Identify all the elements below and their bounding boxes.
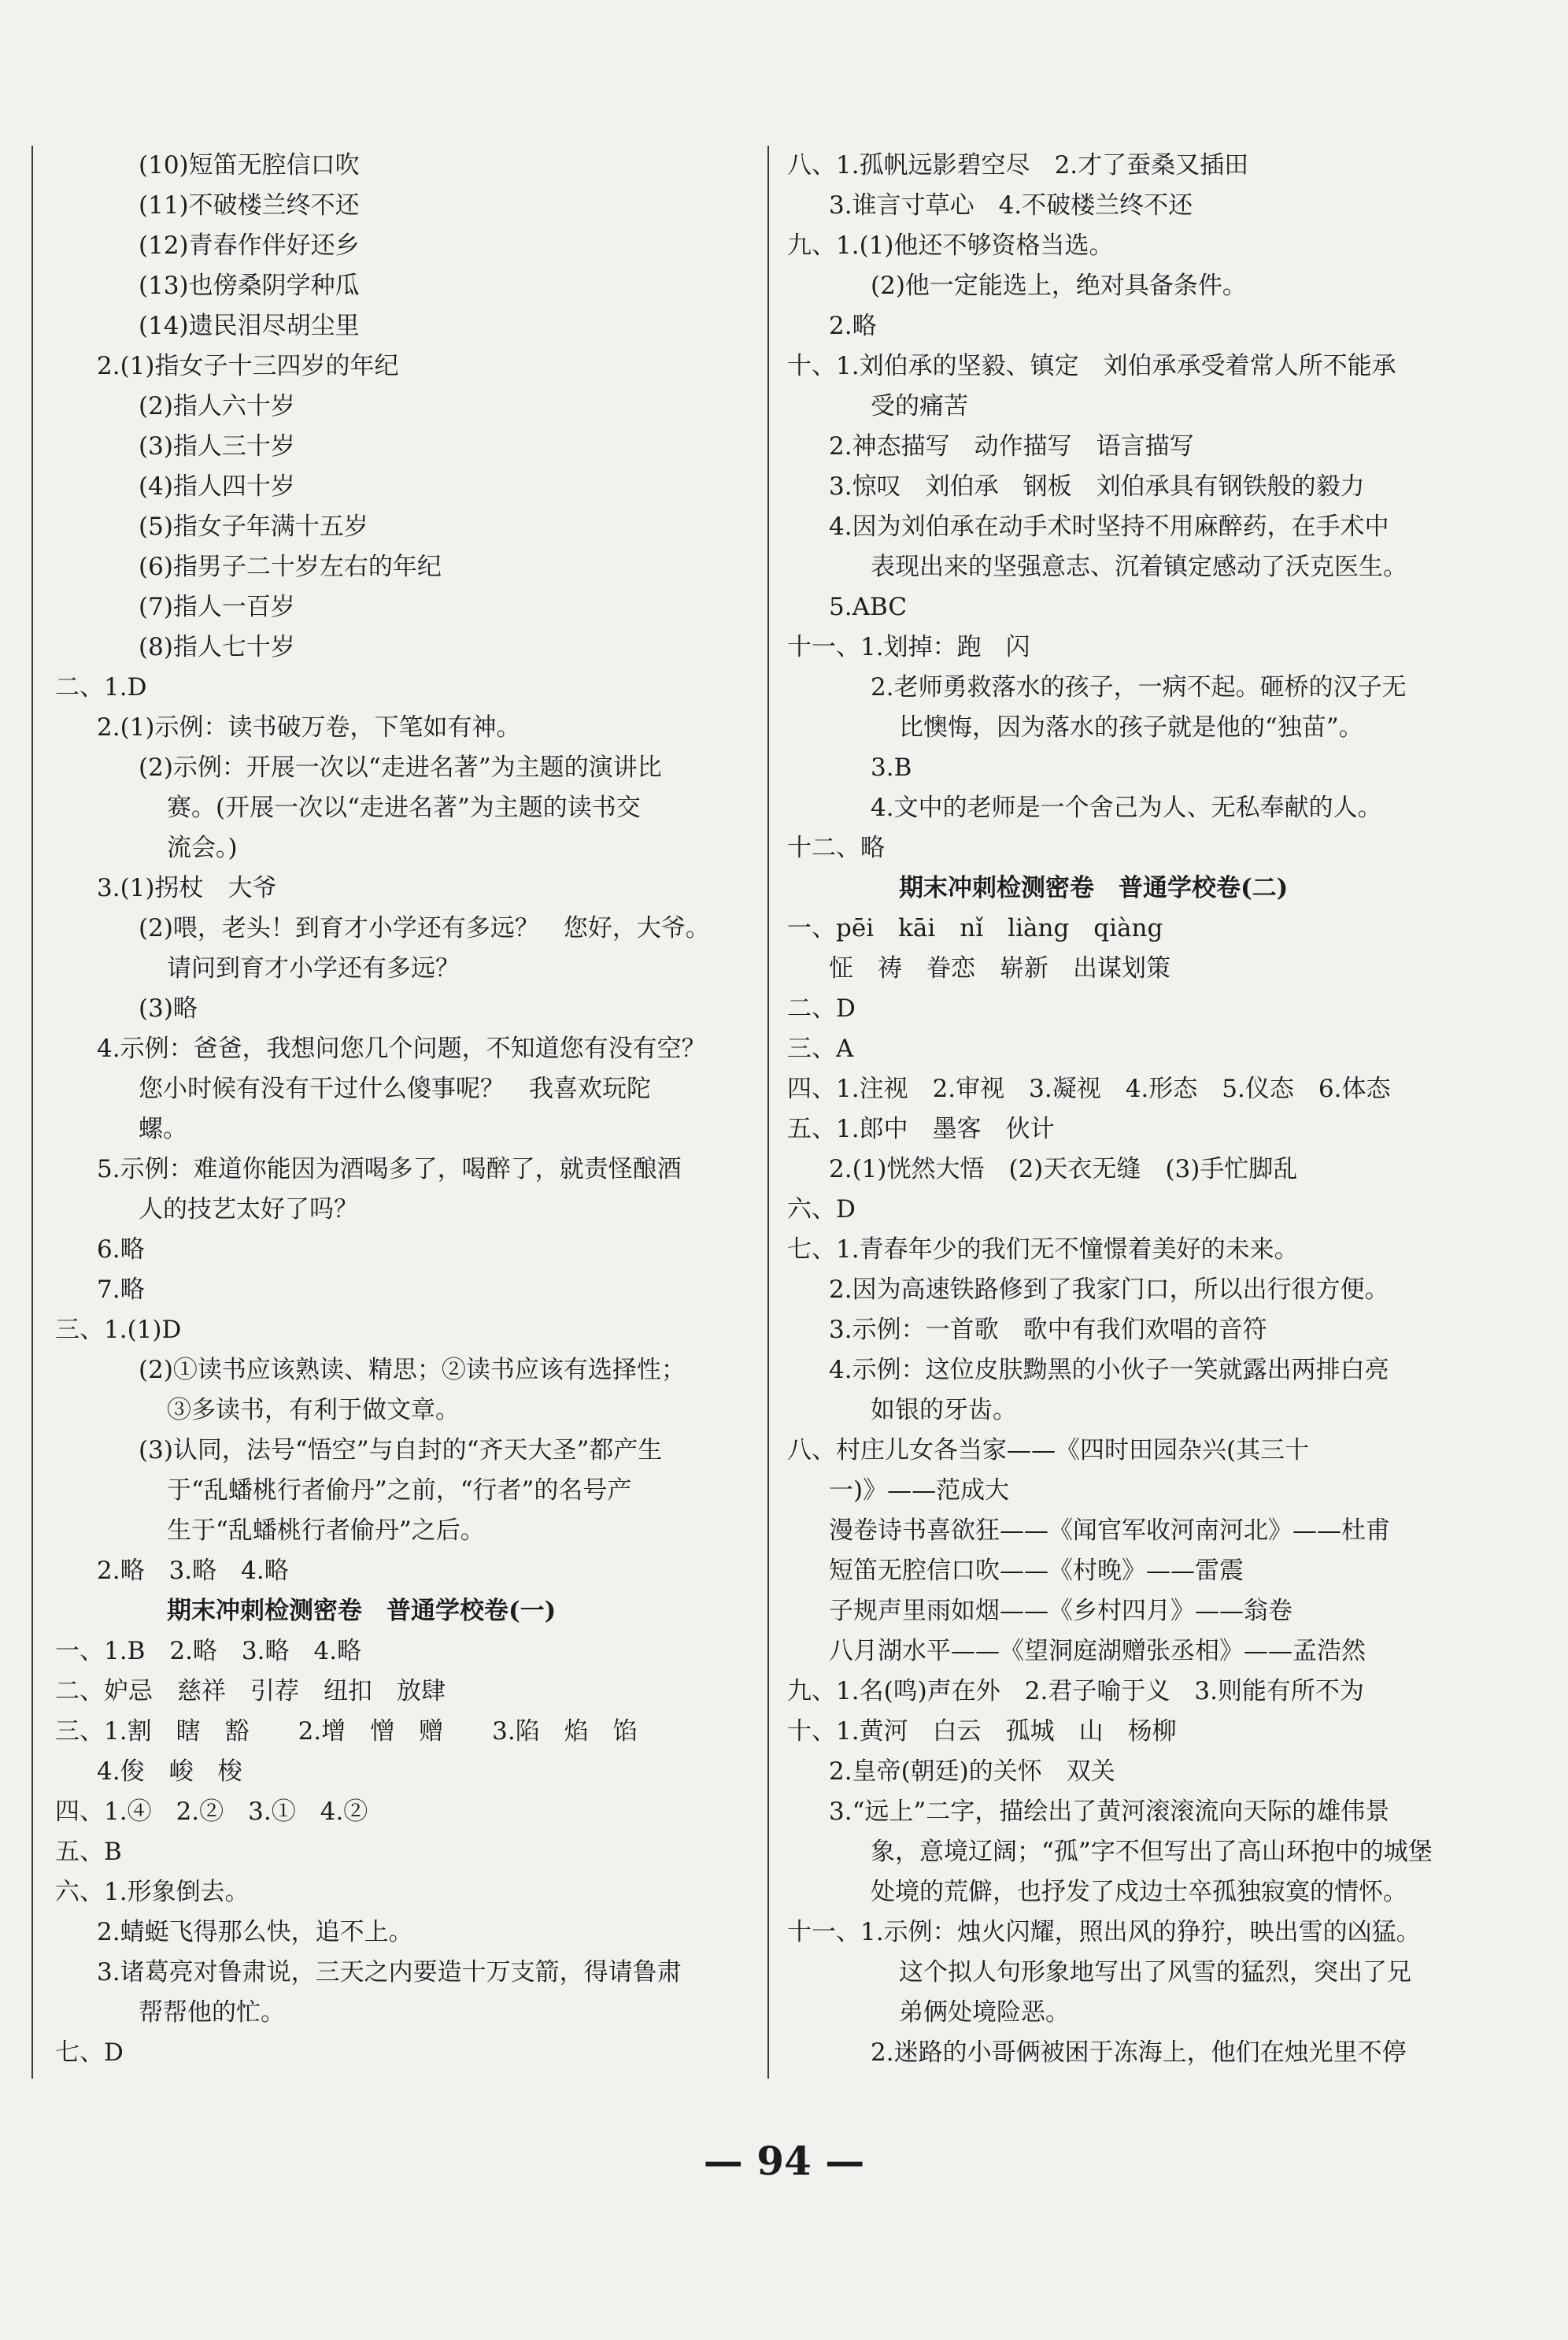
column-divider bbox=[767, 146, 769, 2079]
answer-line: (3)略 bbox=[139, 994, 198, 1023]
left-margin-rule bbox=[31, 146, 33, 2079]
answer-line: (12)青春作伴好还乡 bbox=[139, 231, 360, 260]
answer-line: 人的技艺太好了吗？ bbox=[139, 1195, 358, 1224]
answer-line: 3.B bbox=[871, 753, 912, 782]
answer-line: 二、妒忌 慈祥 引荐 纽扣 放肆 bbox=[55, 1677, 446, 1705]
answer-line: 七、D bbox=[55, 2038, 124, 2067]
answer-line: (2)指人六十岁 bbox=[139, 392, 295, 420]
page-number: — 94 — bbox=[703, 2138, 865, 2184]
answer-line: (2)示例：开展一次以“走进名著”为主题的演讲比 bbox=[139, 753, 662, 782]
answer-line: 3.示例：一首歌 歌中有我们欢唱的音符 bbox=[829, 1316, 1267, 1344]
answer-line: 3.“远上”二字，描绘出了黄河滚滚流向天际的雄伟景 bbox=[829, 1798, 1390, 1826]
answer-line: 六、1.形象倒去。 bbox=[55, 1878, 250, 1906]
answer-line: 十、1.刘伯承的坚毅、镇定 刘伯承承受着常人所不能承 bbox=[787, 352, 1396, 380]
answer-line: 生于“乱蟠桃行者偷丹”之后。 bbox=[167, 1516, 485, 1545]
answer-line: (8)指人七十岁 bbox=[139, 633, 295, 661]
answer-line: 子规声里雨如烟——《乡村四月》——翁卷 bbox=[829, 1597, 1292, 1625]
answer-line: 2.蜻蜓飞得那么快，追不上。 bbox=[97, 1918, 413, 1946]
answer-line: 4.俊 峻 梭 bbox=[97, 1757, 242, 1786]
answer-line: 五、B bbox=[55, 1838, 122, 1866]
answer-line: ③多读书，有利于做文章。 bbox=[167, 1396, 460, 1424]
answer-line: 5.ABC bbox=[829, 593, 908, 621]
answer-line: 4.文中的老师是一个舍己为人、无私奉献的人。 bbox=[871, 794, 1382, 822]
answer-line: 怔 祷 眷恋 崭新 出谋划策 bbox=[829, 954, 1170, 983]
answer-line: 螺。 bbox=[139, 1115, 187, 1143]
answer-line: 四、1.④ 2.② 3.① 4.② bbox=[55, 1798, 368, 1826]
answer-line: 处境的荒僻，也抒发了戍边士卒孤独寂寞的情怀。 bbox=[871, 1878, 1407, 1906]
answer-line: 二、1.D bbox=[55, 673, 147, 702]
answer-line: 3.谁言寸草心 4.不破楼兰终不还 bbox=[829, 191, 1193, 220]
answer-line: (14)遗民泪尽胡尘里 bbox=[139, 312, 360, 340]
answer-line: 四、1.注视 2.审视 3.凝视 4.形态 5.仪态 6.体态 bbox=[787, 1075, 1391, 1103]
answer-line: 一、1.B 2.略 3.略 4.略 bbox=[55, 1637, 362, 1665]
answer-line: (3)认同，法号“悟空”与自封的“齐天大圣”都产生 bbox=[139, 1436, 663, 1464]
answer-line: 3.诸葛亮对鲁肃说，三天之内要造十万支箭，得请鲁肃 bbox=[97, 1958, 682, 1986]
answer-line: 5.示例：难道你能因为酒喝多了，喝醉了，就责怪酿酒 bbox=[97, 1155, 682, 1183]
answer-line: 7.略 bbox=[97, 1276, 145, 1304]
answer-line: (11)不破楼兰终不还 bbox=[139, 191, 360, 220]
answer-line: 受的痛苦 bbox=[871, 392, 968, 420]
answer-line: 赛。(开展一次以“走进名著”为主题的读书交 bbox=[167, 794, 641, 822]
answer-line: 3.(1)拐杖 大爷 bbox=[97, 874, 277, 902]
section-heading: 期末冲刺检测密卷 普通学校卷(二) bbox=[899, 874, 1289, 902]
answer-line: 2.神态描写 动作描写 语言描写 bbox=[829, 432, 1194, 461]
answer-line: 6.略 bbox=[97, 1235, 145, 1264]
answer-line: 十一、1.示例：烛火闪耀，照出风的狰狞，映出雪的凶猛。 bbox=[787, 1918, 1421, 1946]
answer-line: (2)①读书应该熟读、精思；②读书应该有选择性； bbox=[139, 1356, 686, 1384]
answer-line: 3.惊叹 刘伯承 钢板 刘伯承具有钢铁般的毅力 bbox=[829, 472, 1365, 501]
answer-line: (4)指人四十岁 bbox=[139, 472, 295, 501]
answer-line: 4.示例：爸爸，我想问您几个问题，不知道您有没有空？ bbox=[97, 1035, 706, 1063]
answer-line: 2.(1)示例：读书破万卷，下笔如有神。 bbox=[97, 713, 521, 742]
answer-line: 请问到育才小学还有多远？ bbox=[167, 954, 460, 983]
answer-line: 五、1.郎中 墨客 伙计 bbox=[787, 1115, 1055, 1143]
answer-line: 2.略 3.略 4.略 bbox=[97, 1557, 289, 1585]
right-answer-column bbox=[787, 146, 1472, 2073]
answer-line: 三、1.割 瞎 豁 2.增 憎 赠 3.陷 焰 馅 bbox=[55, 1717, 638, 1746]
answer-line: (13)也傍桑阴学种瓜 bbox=[139, 272, 360, 300]
answer-line: (10)短笛无腔信口吹 bbox=[139, 151, 360, 180]
answer-line: 九、1.名(鸣)声在外 2.君子喻于义 3.则能有所不为 bbox=[787, 1677, 1364, 1705]
answer-line: (2)喂，老头！到育才小学还有多远？ 您好，大爷。 bbox=[139, 914, 710, 942]
answer-line: 一)》——范成大 bbox=[829, 1476, 1010, 1505]
answer-line: 一、pēi kāi nǐ liàng qiàng bbox=[787, 914, 1163, 942]
answer-line: 帮帮他的忙。 bbox=[139, 1998, 285, 2027]
answer-line: 八月湖水平——《望洞庭湖赠张丞相》——孟浩然 bbox=[829, 1637, 1366, 1665]
answer-line: (3)指人三十岁 bbox=[139, 432, 295, 461]
answer-line: 如银的牙齿。 bbox=[871, 1396, 1017, 1424]
answer-line: (5)指女子年满十五岁 bbox=[139, 513, 368, 541]
left-answer-column bbox=[55, 146, 748, 2073]
answer-line: 这个拟人句形象地写出了风雪的猛烈，突出了兄 bbox=[899, 1958, 1411, 1986]
answer-line: 表现出来的坚强意志、沉着镇定感动了沃克医生。 bbox=[871, 553, 1407, 581]
answer-line: 2.(1)恍然大悟 (2)天衣无缝 (3)手忙脚乱 bbox=[829, 1155, 1298, 1183]
answer-line: 流会。) bbox=[167, 834, 238, 862]
answer-line: (6)指男子二十岁左右的年纪 bbox=[139, 553, 442, 581]
answer-line: 十二、略 bbox=[787, 834, 885, 862]
answer-line: 2.迷路的小哥俩被困于冻海上，他们在烛光里不停 bbox=[871, 2038, 1407, 2067]
answer-line: 漫卷诗书喜欲狂——《闻官军收河南河北》——杜甫 bbox=[829, 1516, 1390, 1545]
answer-line: 九、1.(1)他还不够资格当选。 bbox=[787, 231, 1114, 260]
answer-line: 三、1.(1)D bbox=[55, 1316, 182, 1344]
answer-line: 您小时候有没有干过什么傻事呢？ 我喜欢玩陀 bbox=[139, 1075, 651, 1103]
answer-line: 六、D bbox=[787, 1195, 856, 1224]
section-heading: 期末冲刺检测密卷 普通学校卷(一) bbox=[167, 1597, 557, 1625]
answer-line: 2.皇帝(朝廷)的关怀 双关 bbox=[829, 1757, 1115, 1786]
answer-line: (2)他一定能选上，绝对具备条件。 bbox=[871, 272, 1247, 300]
answer-line: 2.老师勇救落水的孩子，一病不起。砸桥的汉子无 bbox=[871, 673, 1407, 702]
answer-line: 比懊悔，因为落水的孩子就是他的“独苗”。 bbox=[899, 713, 1363, 742]
answer-line: 八、村庄儿女各当家——《四时田园杂兴(其三十 bbox=[787, 1436, 1310, 1464]
answer-line: 4.示例：这位皮肤黝黑的小伙子一笑就露出两排白亮 bbox=[829, 1356, 1389, 1384]
answer-line: 八、1.孤帆远影碧空尽 2.才了蚕桑又插田 bbox=[787, 151, 1249, 180]
answer-line: 七、1.青春年少的我们无不憧憬着美好的未来。 bbox=[787, 1235, 1299, 1264]
answer-line: 2.因为高速铁路修到了我家门口，所以出行很方便。 bbox=[829, 1276, 1389, 1304]
answer-line: 十一、1.划掉：跑 闪 bbox=[787, 633, 1030, 661]
answer-line: 三、A bbox=[787, 1035, 854, 1063]
answer-line: 2.略 bbox=[829, 312, 877, 340]
answer-line: 弟俩处境险恶。 bbox=[899, 1998, 1070, 2027]
answer-line: 十、1.黄河 白云 孤城 山 杨柳 bbox=[787, 1717, 1177, 1746]
answer-line: 象，意境辽阔；“孤”字不但写出了高山环抱中的城堡 bbox=[871, 1838, 1433, 1866]
answer-line: 二、D bbox=[787, 994, 856, 1023]
answer-line: 短笛无腔信口吹——《村晚》——雷震 bbox=[829, 1557, 1244, 1585]
answer-line: 4.因为刘伯承在动手术时坚持不用麻醉药，在手术中 bbox=[829, 513, 1389, 541]
answer-line: 于“乱蟠桃行者偷丹”之前，“行者”的名号产 bbox=[167, 1476, 632, 1505]
answer-line: (7)指人一百岁 bbox=[139, 593, 295, 621]
answer-line: 2.(1)指女子十三四岁的年纪 bbox=[97, 352, 399, 380]
